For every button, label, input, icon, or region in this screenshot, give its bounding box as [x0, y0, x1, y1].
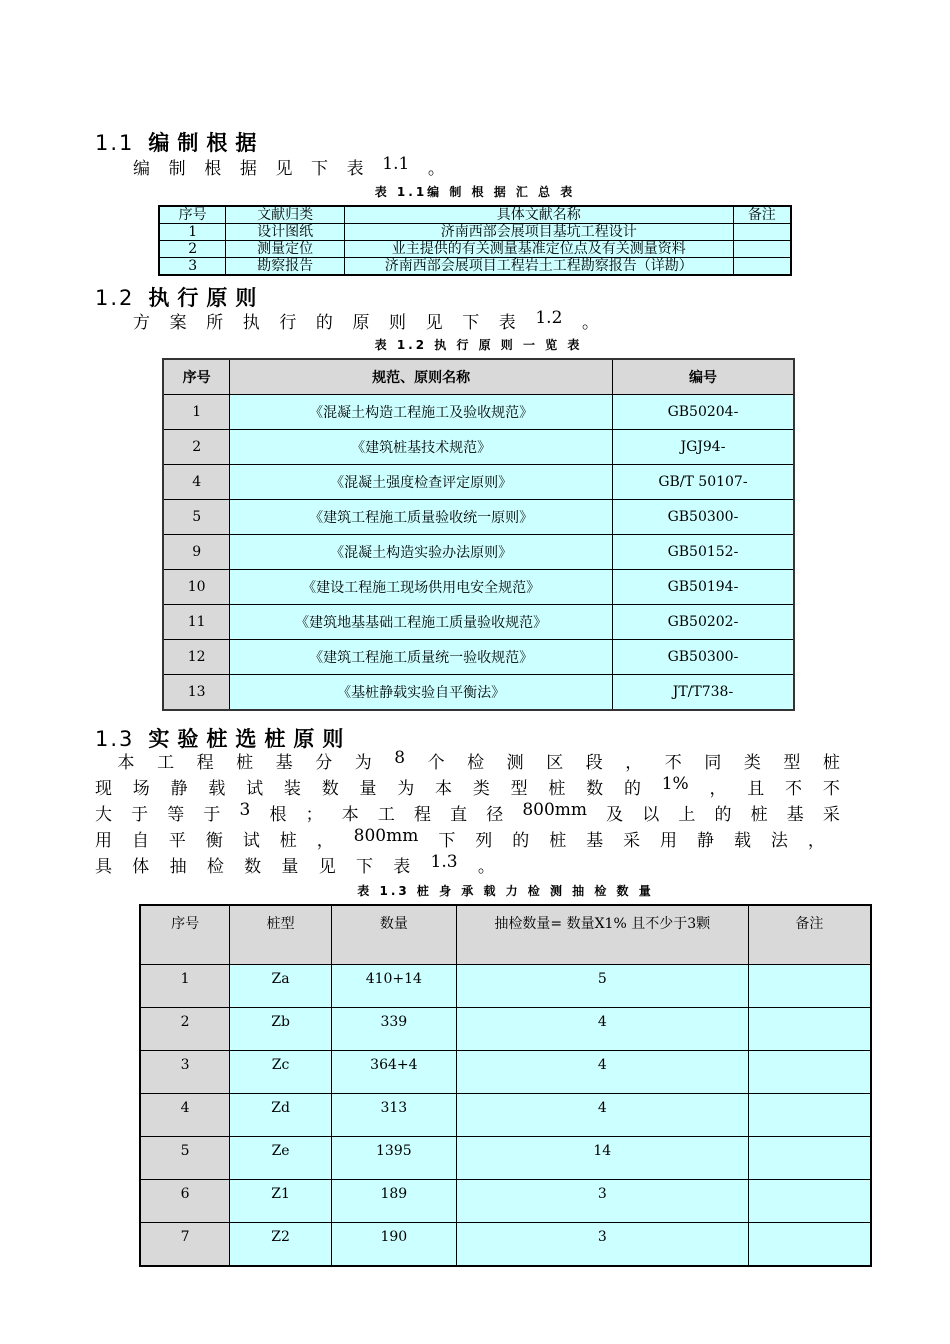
paragraph-char: 根	[269, 805, 287, 825]
paragraph-char: 及	[606, 805, 624, 825]
table-row	[163, 465, 794, 500]
paragraph-char: 静	[697, 831, 714, 851]
paragraph-char: 列	[475, 831, 493, 851]
table-cell: 6	[140, 1180, 230, 1223]
table-row	[159, 224, 791, 241]
paragraph-line	[95, 748, 840, 773]
paragraph-char: 工	[377, 805, 395, 825]
table-cell: Zc	[230, 1051, 332, 1094]
paragraph-char: 类	[472, 779, 490, 799]
column-header: 文献归类	[226, 206, 345, 224]
paragraph-char: 现	[95, 779, 112, 799]
table-row	[140, 1180, 871, 1223]
paragraph-char: 下	[355, 857, 373, 877]
paragraph-char: 大	[95, 805, 112, 825]
table-caption-1-1: 表 1.1编 制 根 据 汇 总 表	[374, 185, 576, 199]
table-cell: 339	[331, 1008, 456, 1051]
intro-char: 行	[279, 313, 297, 333]
intro-char: 则	[389, 313, 407, 333]
paragraph-char: 桩	[750, 805, 768, 825]
column-header: 编号	[612, 359, 794, 395]
paragraph-char: 本	[117, 753, 135, 773]
section-number: 1.2	[95, 286, 135, 310]
table-cell: 13	[163, 675, 230, 711]
paragraph-char: 直	[450, 805, 468, 825]
paragraph-char: 类	[743, 753, 761, 773]
table-cell: 5	[163, 500, 230, 535]
table-cell: 3	[456, 1223, 748, 1267]
paragraph-char: 不	[822, 779, 840, 799]
table-cell	[748, 1137, 871, 1180]
intro-char: 据	[239, 159, 257, 179]
intro-char: 见	[425, 313, 443, 333]
table-cell: 313	[331, 1094, 456, 1137]
column-header: 数量	[331, 905, 456, 965]
table-cell: 《混凝土构造工程施工及验收规范》	[230, 395, 613, 430]
intro-char: 。	[581, 313, 599, 333]
section-number: 1.3	[95, 727, 135, 751]
table-cell	[733, 224, 791, 241]
paragraph-char: 的	[512, 831, 530, 851]
paragraph-char: 体	[132, 857, 150, 877]
paragraph-char: 自	[131, 831, 149, 851]
table-cell: JT/T738-	[612, 675, 794, 711]
table-row	[159, 241, 791, 258]
section-heading-1-1	[95, 127, 264, 157]
table-cell: GB50194-	[612, 570, 794, 605]
intro-char: 原	[352, 313, 370, 333]
paragraph-char: 的	[623, 779, 641, 799]
table-cell: 《建筑工程施工质量验收统一原则》	[230, 500, 613, 535]
intro-char: 。	[427, 159, 445, 179]
column-header: 桩型	[230, 905, 332, 965]
table-row	[140, 1137, 871, 1180]
column-header: 规范、原则名称	[230, 359, 613, 395]
table-cell: 1	[163, 395, 230, 430]
paragraph-char: 量	[359, 779, 377, 799]
paragraph-char: 载	[733, 831, 751, 851]
table-cell: 勘察报告	[226, 258, 345, 276]
column-header: 备注	[733, 206, 791, 224]
column-header: 序号	[163, 359, 230, 395]
intro-char: 编	[133, 159, 150, 179]
table-cell: Za	[230, 965, 332, 1008]
intro-char: 1.2	[535, 308, 563, 328]
table-cell: 济南西部会展项目工程岩土工程勘察报告（详勘）	[344, 258, 733, 276]
paragraph-char: 3	[239, 800, 251, 820]
paragraph-char: 段	[585, 753, 603, 773]
table-cell: 1	[159, 224, 226, 241]
paragraph-char: 型	[783, 753, 801, 773]
table-cell: 5	[456, 965, 748, 1008]
intro-char: 案	[169, 313, 187, 333]
table-cell: Ze	[230, 1137, 332, 1180]
table-row	[140, 965, 871, 1008]
paragraph-char: 本	[341, 805, 359, 825]
table-cell: 410+14	[331, 965, 456, 1008]
paragraph-char: 基	[786, 805, 804, 825]
table-cell: 2	[159, 241, 226, 258]
paragraph-char: 用	[95, 831, 112, 851]
paragraph-char: 采	[623, 831, 641, 851]
paragraph-char: 上	[678, 805, 696, 825]
table-cell: 业主提供的有关测量基准定位点及有关测量资料	[344, 241, 733, 258]
paragraph-char: 表	[393, 857, 411, 877]
section-number: 1.1	[95, 131, 135, 155]
paragraph-char: 静	[170, 779, 188, 799]
paragraph-char: 以	[642, 805, 660, 825]
paragraph-char: 8	[394, 748, 406, 768]
table-cell: 《基桩静载实验自平衡法》	[230, 675, 613, 711]
table-cell: 《建筑工程施工质量统一验收规范》	[230, 640, 613, 675]
table-caption-1-3: 表 1.3 桩 身 承 载 力 检 测 抽 检 数 量	[357, 884, 654, 898]
paragraph-char: 具	[95, 857, 112, 877]
paragraph-line	[95, 800, 840, 825]
paragraph-char: 程	[413, 805, 431, 825]
paragraph-char: 装	[283, 779, 301, 799]
intro-text-1-2	[133, 308, 599, 333]
references-table	[158, 205, 792, 276]
paragraph-char: 桩	[548, 779, 566, 799]
paragraph-char: 分	[315, 753, 333, 773]
table-row	[163, 675, 794, 711]
paragraph-char: 检	[467, 753, 485, 773]
intro-char: 的	[315, 313, 333, 333]
paragraph-char: 1.3	[430, 852, 458, 872]
table-row	[163, 430, 794, 465]
paragraph-char: 桩	[549, 831, 567, 851]
paragraph-char: ，	[709, 779, 727, 799]
paragraph-char: 径	[486, 805, 504, 825]
table-cell: 2	[140, 1008, 230, 1051]
table-cell: 10	[163, 570, 230, 605]
intro-char: 表	[498, 313, 516, 333]
paragraph-char: 。	[477, 857, 495, 877]
paragraph-char: 且	[747, 779, 765, 799]
standards-table	[162, 358, 795, 711]
paragraph-char: 800mm	[353, 826, 419, 846]
paragraph-char: 数	[244, 857, 262, 877]
paragraph-char: 的	[714, 805, 732, 825]
table-row	[163, 605, 794, 640]
table-row	[163, 500, 794, 535]
table-cell: Zb	[230, 1008, 332, 1051]
table-cell: 11	[163, 605, 230, 640]
section-title: 实验桩选桩原则	[148, 727, 352, 751]
table-cell: 189	[331, 1180, 456, 1223]
intro-char: 下	[462, 313, 480, 333]
table-cell: 190	[331, 1223, 456, 1267]
paragraph-char: 800mm	[522, 800, 588, 820]
paragraph-char: 个	[427, 753, 445, 773]
paragraph-char: 量	[281, 857, 299, 877]
table-row	[163, 640, 794, 675]
table-cell: 济南西部会展项目基坑工程设计	[344, 224, 733, 241]
paragraph-char: 工	[157, 753, 175, 773]
intro-text-1-1	[133, 154, 445, 179]
pile-inspection-table	[139, 904, 872, 1267]
table-cell: 4	[140, 1094, 230, 1137]
table-cell: 5	[140, 1137, 230, 1180]
table-cell: 4	[456, 1051, 748, 1094]
paragraph-line	[95, 826, 825, 851]
paragraph-char: 测	[506, 753, 524, 773]
paragraph-char: 于	[203, 805, 221, 825]
paragraph-char: 数	[321, 779, 339, 799]
table-cell: 3	[140, 1051, 230, 1094]
paragraph-line	[95, 774, 840, 799]
table-cell: GB/T 50107-	[612, 465, 794, 500]
table-cell: 《混凝土构造实验办法原则》	[230, 535, 613, 570]
table-row	[159, 258, 791, 276]
table-row	[140, 1008, 871, 1051]
table-caption-1-2: 表 1.2 执 行 原 则 一 览 表	[374, 338, 583, 352]
table-cell: 设计图纸	[226, 224, 345, 241]
table-cell: 2	[163, 430, 230, 465]
table-cell: Zd	[230, 1094, 332, 1137]
section-title: 编制根据	[148, 131, 265, 155]
paragraph-char: 桩	[236, 753, 254, 773]
intro-char: 执	[242, 313, 260, 333]
paragraph-char: ；	[305, 805, 323, 825]
table-cell	[748, 1008, 871, 1051]
paragraph-line	[95, 852, 495, 877]
intro-char: 制	[168, 159, 186, 179]
column-header: 备注	[748, 905, 871, 965]
table-cell: 12	[163, 640, 230, 675]
table-cell: Z1	[230, 1180, 332, 1223]
paragraph-char: 检	[206, 857, 224, 877]
table-cell: 4	[456, 1094, 748, 1137]
paragraph-char: 场	[132, 779, 150, 799]
paragraph-char: 为	[397, 779, 415, 799]
paragraph-char: 1%	[661, 774, 689, 794]
paragraph-char: 试	[242, 831, 260, 851]
intro-char: 根	[204, 159, 222, 179]
table-cell: 4	[163, 465, 230, 500]
table-cell: 3	[159, 258, 226, 276]
paragraph-char: 衡	[205, 831, 223, 851]
paragraph-char: 平	[168, 831, 186, 851]
paragraph-char: 基	[275, 753, 293, 773]
table-cell: Z2	[230, 1223, 332, 1267]
paragraph-char: ，	[625, 753, 643, 773]
paragraph-char: 采	[822, 805, 840, 825]
paragraph-char: 桩	[822, 753, 840, 773]
paragraph-char: 法	[770, 831, 788, 851]
paragraph-char: 见	[318, 857, 336, 877]
paragraph-char: 程	[196, 753, 214, 773]
paragraph-char: ，	[807, 831, 825, 851]
table-row	[140, 1051, 871, 1094]
paragraph-char: 等	[167, 805, 185, 825]
intro-char: 见	[275, 159, 293, 179]
table-cell	[748, 1180, 871, 1223]
paragraph-char: 载	[208, 779, 226, 799]
table-row	[163, 570, 794, 605]
section-title: 执行原则	[148, 286, 265, 310]
table-row	[163, 535, 794, 570]
intro-char: 表	[346, 159, 364, 179]
table-cell	[733, 241, 791, 258]
paragraph-char: 抽	[169, 857, 187, 877]
paragraph-char: 桩	[279, 831, 297, 851]
intro-char: 方	[133, 313, 150, 333]
table-cell: 《建筑桩基技术规范》	[230, 430, 613, 465]
table-cell: 9	[163, 535, 230, 570]
table-cell: 《混凝土强度检查评定原则》	[230, 465, 613, 500]
paragraph-char: 不	[664, 753, 682, 773]
paragraph-char: 用	[660, 831, 678, 851]
table-row	[140, 1223, 871, 1267]
intro-char: 下	[311, 159, 329, 179]
paragraph-char: 为	[354, 753, 372, 773]
column-header: 序号	[159, 206, 226, 224]
table-cell	[748, 1094, 871, 1137]
table-cell: GB50300-	[612, 500, 794, 535]
column-header: 抽检数量= 数量X1% 且不少于3颗	[456, 905, 748, 965]
paragraph-char: 基	[586, 831, 604, 851]
table-cell: GB50300-	[612, 640, 794, 675]
column-header: 序号	[140, 905, 230, 965]
table-cell: 《建筑地基基础工程施工质量验收规范》	[230, 605, 613, 640]
table-cell: GB50204-	[612, 395, 794, 430]
paragraph-char: 试	[246, 779, 264, 799]
table-cell: JGJ94-	[612, 430, 794, 465]
table-cell: 14	[456, 1137, 748, 1180]
table-row	[163, 395, 794, 430]
paragraph-char: 型	[510, 779, 528, 799]
paragraph-char: 不	[785, 779, 803, 799]
table-cell: 364+4	[331, 1051, 456, 1094]
paragraph-char: 区	[546, 753, 564, 773]
table-cell: 3	[456, 1180, 748, 1223]
table-cell	[748, 1051, 871, 1094]
paragraph-char: 同	[704, 753, 722, 773]
table-cell: 7	[140, 1223, 230, 1267]
table-cell	[733, 258, 791, 276]
table-cell: 1395	[331, 1137, 456, 1180]
paragraph-char: ，	[316, 831, 334, 851]
table-cell: 1	[140, 965, 230, 1008]
intro-char: 1.1	[382, 154, 410, 174]
table-cell: 4	[456, 1008, 748, 1051]
paragraph-char: 下	[438, 831, 456, 851]
table-row	[140, 1094, 871, 1137]
paragraph-char: 数	[586, 779, 604, 799]
paragraph-char: 于	[131, 805, 149, 825]
intro-char: 所	[206, 313, 224, 333]
table-cell: GB50152-	[612, 535, 794, 570]
table-cell: 《建设工程施工现场供用电安全规范》	[230, 570, 613, 605]
column-header: 具体文献名称	[344, 206, 733, 224]
paragraph-char: 本	[435, 779, 453, 799]
table-cell: 测量定位	[226, 241, 345, 258]
table-cell: GB50202-	[612, 605, 794, 640]
table-cell	[748, 965, 871, 1008]
table-cell	[748, 1223, 871, 1267]
